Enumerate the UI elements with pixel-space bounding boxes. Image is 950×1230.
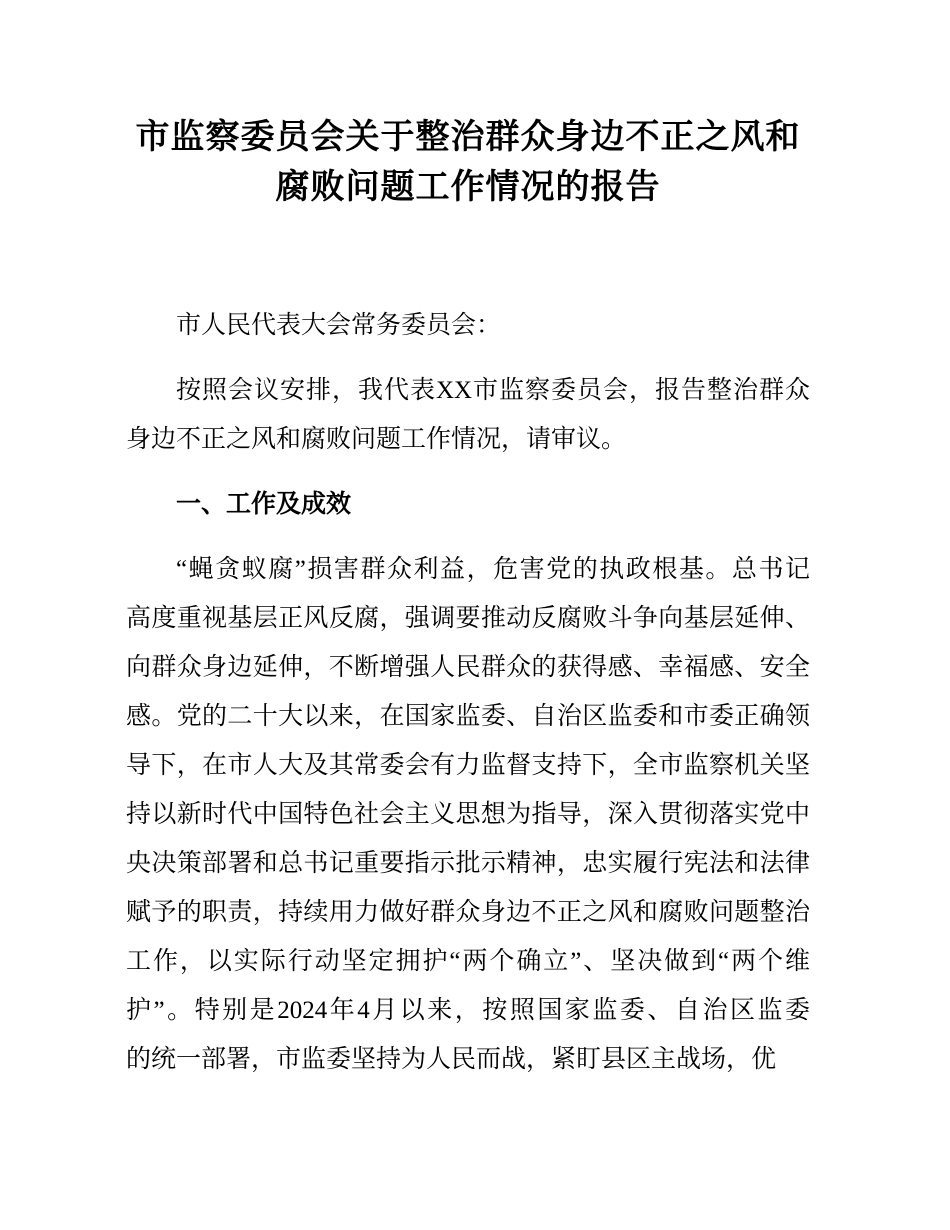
text-line: 高度重视基层正风反腐，强调要推动反腐败斗争向基层延伸、 [126,605,810,632]
text-line: 按照会议安排，我代表XX市监察委员会，报告整治群众 [176,377,810,404]
text-line: 央决策部署和总书记重要指示批示精神，忠实履行宪法和法律 [126,850,810,877]
text-line: 工作，以实际行动坚定拥护“两个确立”、坚决做到“两个维 [126,948,810,975]
text-line: 身边不正之风和腐败问题工作情况，请审议。 [126,426,627,453]
paragraph [126,545,810,1084]
text-line: 赋予的职责，持续用力做好群众身边不正之风和腐败问题整治 [126,899,810,926]
text-line: “蝇贪蚁腐”损害群众利益，危害党的执政根基。总书记 [176,556,810,583]
text-line: 导下，在市人大及其常委会有力监督支持下，全市监察机关坚 [126,752,810,779]
text-line: 感。党的二十大以来，在国家监委、自治区监委和市委正确领 [126,703,810,730]
text-line: 市人民代表大会常务委员会： [176,312,502,339]
text-line: 护”。特别是2024年4月以来，按照国家监委、自治区监委 [126,997,810,1024]
text-line: 向群众身边延伸，不断增强人民群众的获得感、幸福感、安全 [126,654,810,681]
text-line: 持以新时代中国特色社会主义思想为指导，深入贯彻落实党中 [126,801,810,828]
document-title-line-1: 市监察委员会关于整治群众身边不正之风和 [135,119,801,156]
salutation [126,301,810,350]
paragraph [126,366,810,464]
document-body [126,301,810,1084]
document-title [126,113,810,213]
document-title-line-2: 腐败问题工作情况的报告 [275,169,661,206]
text-line: 的统一部署，市监委坚持为人民而战，紧盯县区主战场，优 [126,1046,777,1073]
text-line: 一、工作及成效 [176,490,352,518]
section-heading [126,480,810,529]
